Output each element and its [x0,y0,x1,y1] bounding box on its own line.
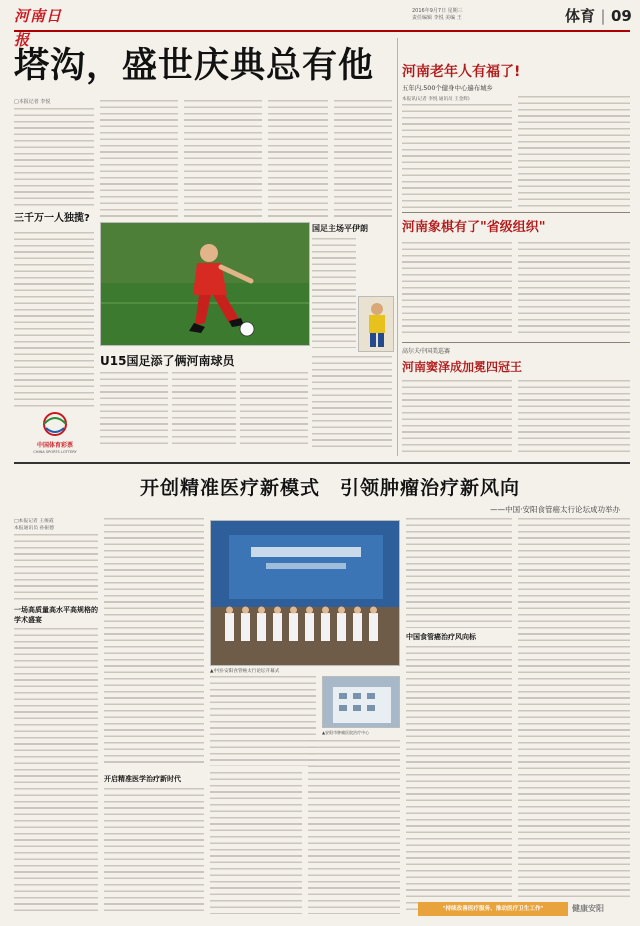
story1-side-text [312,238,356,348]
story2-col2 [518,96,630,208]
story1-bottom-col4 [312,356,392,448]
lottery-name-en: CHINA SPORTS LOTTERY [33,450,77,454]
story4-headline: 河南窦泽成加冕四冠王 [402,360,523,374]
story1-subhead2: 国足主场平伊朗 [312,224,368,233]
forum-photo-caption: ▲中国·安阳食管癌太行论坛开幕式 [210,669,280,674]
feature-col2-text [104,518,204,766]
section-label: 体育 | 09 [565,7,632,25]
feature-sub3: 中国食管癌治疗风向标 [406,633,476,641]
story1-subhead: 三千万一人独揽? [14,213,90,224]
story2-byline: 本报讯(记者 李悦 通讯员 王金辉) [402,97,470,102]
hospital-photo [322,676,400,728]
section-name: 体育 [565,7,596,25]
issue-date: 2016年9月7日 星期三 [412,8,463,14]
story1-headline: 塔沟，盛世庆典总有他 [14,46,375,86]
feature-col4-text [406,518,512,628]
young-player-illustration [359,297,394,352]
story1-col3-text [184,100,262,218]
feature-byline-correspondent: 本报通讯员 孙振德 [14,526,54,531]
story4-col1 [402,380,512,456]
story4-kicker: 高尔夫中国美巡赛 [402,348,451,355]
feature-col5-text [518,518,630,900]
feature-byline-reporter: □本报记者 王俊霞 [14,519,54,524]
header-rule [14,30,630,32]
footballer-photo [100,222,310,346]
forum-photo [210,520,400,666]
feature-sub1: 一场高质量高水平高规格的学术盛宴 [14,606,98,624]
lottery-name: 中国体育彩票 [36,442,73,449]
newspaper-logo: 河南日报 [14,7,63,49]
story1-col2-text [100,100,178,218]
story2-rule [402,212,630,213]
story1-bottom-col2 [172,372,236,448]
story1-col1b-text [14,232,94,408]
forum-stage-illustration [211,521,400,666]
hospital-photo-caption: ▲安阳市肿瘤医院治疗中心 [322,730,370,735]
story3-col1 [402,242,512,338]
story1-caption: U15国足添了俩河南球员 [100,354,235,368]
feature-byline [14,518,96,532]
story2-headline: 河南老年人有福了! [402,64,521,80]
feature-sub2: 开启精准医学治疗新时代 [104,775,181,783]
feature-col3a-text [210,676,316,766]
story3-col2 [518,242,630,338]
story1-bottom-col3 [240,372,308,448]
story1-col1-text [14,108,94,208]
young-player-photo [358,296,394,352]
feature-col4b-text [406,646,512,914]
footballer-illustration [101,223,310,346]
lottery-logo [22,410,88,454]
editors-line: 责任编辑 李悦 美编 王 [412,15,462,21]
bottom-banner: "持续改善医疗服务、推动医疗卫生工作" [418,902,568,916]
story3-rule [402,342,630,343]
hospital-illustration [323,677,400,728]
story4-col2 [518,380,630,456]
feature-col3c-text [308,740,400,914]
story2-deck: 五年内,500个健身中心遍布城乡 [402,84,493,92]
feature-col2b-text [104,788,204,914]
header-meta [412,8,562,22]
story2-col1 [402,104,512,208]
story3-headline: 河南象棋有了"省级组织" [402,220,546,235]
story1-bottom-col1 [100,372,168,448]
feature-headline: 开创精准医疗新模式 引领肿瘤治疗新风向 [139,477,520,499]
lottery-emblem-icon [22,410,88,438]
story1-col4-text [268,100,328,218]
column-divider [397,38,398,456]
feature-col1b-text [14,628,98,914]
page-number: 09 [610,7,632,25]
story1-col5-text [334,100,392,218]
feature-col3b-text [210,772,302,914]
story1-byline: □本报记者 李悦 [14,99,51,105]
watermark: 健康安阳 [572,904,604,913]
feature-deck: ——中国·安阳食管癌太行论坛成功举办 [490,505,620,514]
feature-col1-text [14,534,98,604]
feature-top-rule [14,462,630,464]
